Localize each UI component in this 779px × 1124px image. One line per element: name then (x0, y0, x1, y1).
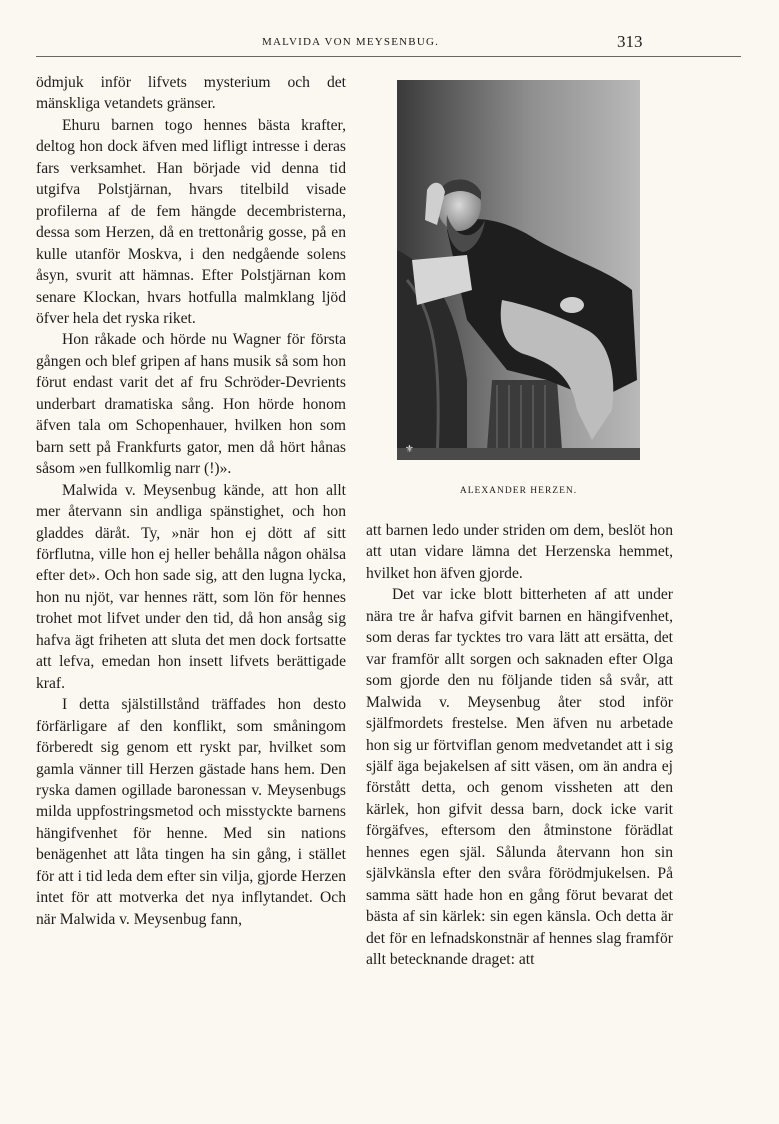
paragraph: att barnen ledo under striden om dem, beslöt hon att utan vidare lämna det Herzenska hemmet, hvilket hon äfven gjorde. (366, 522, 673, 582)
svg-text:⚜: ⚜ (405, 444, 414, 455)
portrait-photo (397, 80, 640, 460)
portrait-illustration (397, 80, 640, 460)
paragraph: Malwida v. Meysenbug kände, att hon allt mer återvann sin andliga spänstighet, och hon gladdes däråt. Ty, »när hon ej dött af sitt förflutna, ville hon ej heller behålla någon ohälsa efter det». Och hon sade sig, att den lugna lycka, hon nu njöt, var hennes rätt, som lön för hennes trohet mot lifvet under den tid, då hon ansåg sig hafva ägt friheten att sluta det men dock fortsatte att lefva, emedan hon insett lifvets berättigade kraf. (36, 481, 346, 692)
left-text-column (36, 72, 346, 930)
paragraph: Det var icke blott bitterheten af att under nära tre år hafva gifvit barnen en hängifvenhet, som deras far tycktes tro vara lätt att ersätta, det var framför allt sorgen och saknaden efter Olga som gjorde den nu följande tiden så svår, att Malwida v. Meysenbug åter stod inför själfmordets frestelse. Men äfven nu arbetade hon sig ur förtviflan genom medvetandet att i sig själf äga bejakelsen af sitt väsen, om än andra ej förstått detta, och genom vissheten att den kärlek, hon gifvit dessa barn, dock icke varit förgäfves, eftersom den åtminstone förädlat hennes egen själ. Sålunda återvann hon sin självkänsla efter den svåra förödmjukelsen. På samma sätt hade hon en gång förut bevarat det bästa af sin kärlek: sin egen känsla. Och detta är det för en lefnadskonstnär af hennes slag framför allt betecknande draget: att (366, 586, 673, 969)
header-rule (36, 56, 741, 57)
paragraph: Ehuru barnen togo hennes bästa krafter, deltog hon dock äfven med lifligt intresse i deras fars verksamhet. Han började vid denna tid utgifva Polstjärnan, hvars titelbild visade profilerna af de fem hängde decembristerna, dessa som Herzen, då en trettonårig gosse, på en kulle utanför Moskva, i den nedgående solens åsyn, svurit att hämnas. Efter Polstjärnan kom senare Klockan, hvars hotfulla malmklang ljöd öfver hela det ryska riket. (36, 116, 346, 327)
page-number: 313 (617, 32, 643, 51)
paragraph: Hon råkade och hörde nu Wagner för första gången och blef gripen af hans musik så som hon förut endast varit det af fru Schröder-Devrients underbart dramatiska sång. Hon hörde honom äfven tala om Schopenhauer, hvilken hon som barn sett på Frankfurts gator, men då hört hånas såsom »en fullkomlig narr (!)». (36, 331, 346, 478)
figure-caption: ALEXANDER HERZEN. (459, 486, 578, 496)
right-text-column (366, 520, 673, 971)
paragraph: I detta själstillstånd träffades hon desto förfärligare af den konflikt, som småningom förberedt sig genom ett ryskt par, hvilket som gamla vänner till Herzen gästade hans hem. Den ryska damen ogillade baronessan v. Meysenbugs milda uppfostringsmetod och misstyckte barnens hängifvenhet för henne. Med sin nations benägenhet att låta tingen ha sin gång, i stället för att i tid leda dem efter sin vilja, gjorde Herzen intet för att motverka det nya inflytandet. Och när Malwida v. Meysenbug fann, (36, 696, 346, 928)
running-head-title: MALVIDA VON MEYSENBUG. (262, 36, 440, 48)
running-head (0, 32, 779, 56)
paragraph: ödmjuk inför lifvets mysterium och det mänskliga vetandets gränser. (36, 74, 346, 113)
